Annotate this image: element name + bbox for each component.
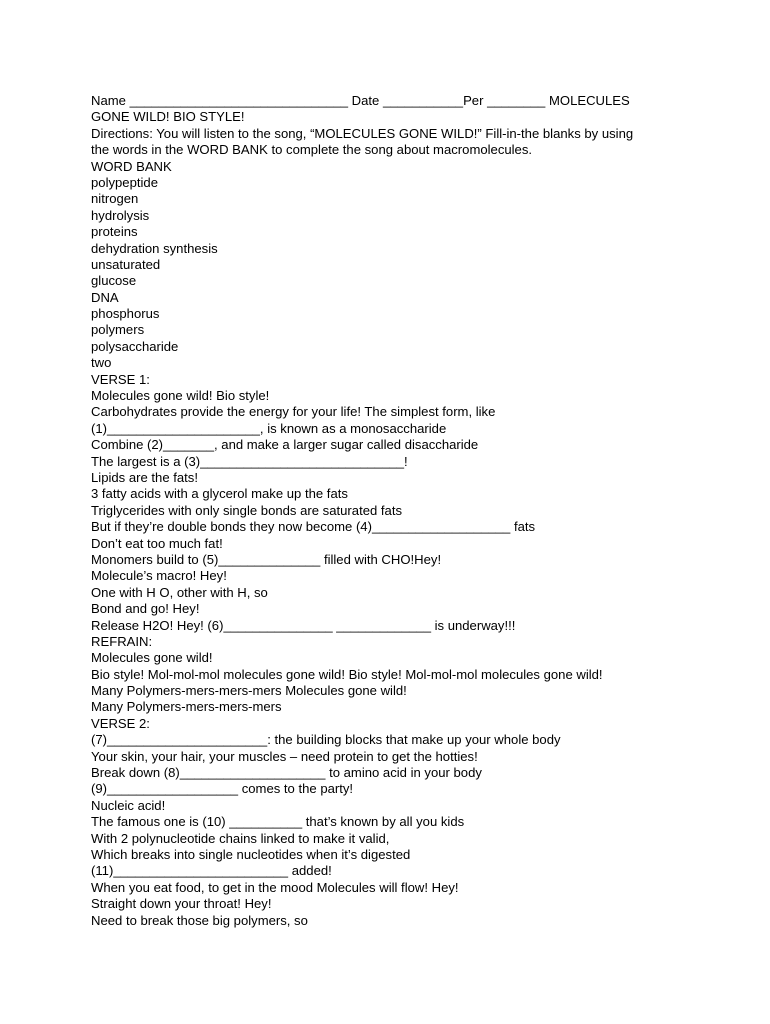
- lyric-line-blank: Combine (2)_______, and make a larger sugar called disaccharide: [91, 437, 479, 453]
- lyric-line: Carbohydrates provide the energy for your life! The simplest form, like: [91, 404, 496, 420]
- lyric-line: Molecules gone wild! Bio style!: [91, 388, 270, 404]
- lyric-line-blank: Break down (8)____________________ to amino acid in your body: [91, 765, 482, 781]
- word-bank-item: hydrolysis: [91, 207, 150, 223]
- word-bank-item: two: [91, 355, 112, 371]
- lyric-line-blank: The famous one is (10) __________ that’s known by all you kids: [91, 814, 465, 830]
- lyric-line: Your skin, your hair, your muscles – need protein to get the hotties!: [91, 748, 478, 764]
- worksheet-page: [91, 93, 671, 929]
- word-bank-item: glucose: [91, 273, 137, 289]
- lyric-line-blank: Release H2O! Hey! (6)_______________ _____________ is underway!!!: [91, 617, 516, 633]
- word-bank-item: polymers: [91, 322, 145, 338]
- lyric-line: 3 fatty acids with a glycerol make up the fats: [91, 486, 348, 502]
- lyric-line: Bond and go! Hey!: [91, 601, 200, 617]
- lyric-line: Straight down your throat! Hey!: [91, 896, 272, 912]
- lyric-line: Nucleic acid!: [91, 797, 166, 813]
- word-bank-item: polysaccharide: [91, 338, 179, 354]
- word-bank-heading: WORD BANK: [91, 158, 172, 174]
- directions-line: the words in the WORD BANK to complete the song about macromolecules.: [91, 142, 533, 158]
- verse-heading: VERSE 2:: [91, 715, 150, 731]
- directions-line: Directions: You will listen to the song, “MOLECULES GONE WILD!” Fill-in-the blanks by using: [91, 125, 634, 141]
- word-bank-item: unsaturated: [91, 256, 161, 272]
- lyric-line-blank: (7)______________________: the building blocks that make up your whole body: [91, 732, 561, 748]
- word-bank-item: proteins: [91, 224, 138, 240]
- lyric-line: Need to break those big polymers, so: [91, 912, 308, 928]
- word-bank-item: DNA: [91, 289, 119, 305]
- word-bank-item: phosphorus: [91, 306, 160, 322]
- word-bank-item: polypeptide: [91, 174, 158, 190]
- header-line-continued: GONE WILD! BIO STYLE!: [91, 109, 245, 125]
- lyric-line: One with H O, other with H, so: [91, 584, 268, 600]
- lyric-line: Many Polymers-mers-mers-mers: [91, 699, 282, 715]
- lyric-line: Triglycerides with only single bonds are saturated fats: [91, 502, 403, 518]
- lyric-line: Bio style! Mol-mol-mol molecules gone wild! Bio style! Mol-mol-mol molecules gone wild!: [91, 666, 603, 682]
- lyric-line: Don’t eat too much fat!: [91, 535, 223, 551]
- lyric-line-blank: But if they’re double bonds they now become (4)___________________ fats: [91, 519, 536, 535]
- lyric-line-blank: The largest is a (3)____________________________!: [91, 453, 408, 469]
- header-line: Name ______________________________ Date ___________Per ________ MOLECULES: [91, 93, 630, 108]
- lyric-line: Molecules gone wild!: [91, 650, 213, 666]
- lyric-line-blank: (1)_____________________, is known as a monosaccharide: [91, 420, 447, 436]
- word-bank-item: dehydration synthesis: [91, 240, 218, 256]
- lyric-line-blank: (9)__________________ comes to the party!: [91, 781, 354, 797]
- lyric-line-blank: Monomers build to (5)______________ filled with CHO!Hey!: [91, 551, 442, 567]
- lyric-line: When you eat food, to get in the mood Molecules will flow! Hey!: [91, 879, 459, 895]
- verse-heading: VERSE 1:: [91, 371, 150, 387]
- lyric-line: With 2 polynucleotide chains linked to make it valid,: [91, 830, 390, 846]
- lyric-line: Many Polymers-mers-mers-mers Molecules gone wild!: [91, 683, 407, 699]
- lyric-line: Which breaks into single nucleotides when it’s digested: [91, 846, 411, 862]
- lyric-line: Lipids are the fats!: [91, 469, 198, 485]
- refrain-heading: REFRAIN:: [91, 633, 153, 649]
- lyric-line-blank: (11)________________________ added!: [91, 863, 332, 879]
- lyric-line: Molecule’s macro! Hey!: [91, 568, 227, 584]
- word-bank-item: nitrogen: [91, 191, 139, 207]
